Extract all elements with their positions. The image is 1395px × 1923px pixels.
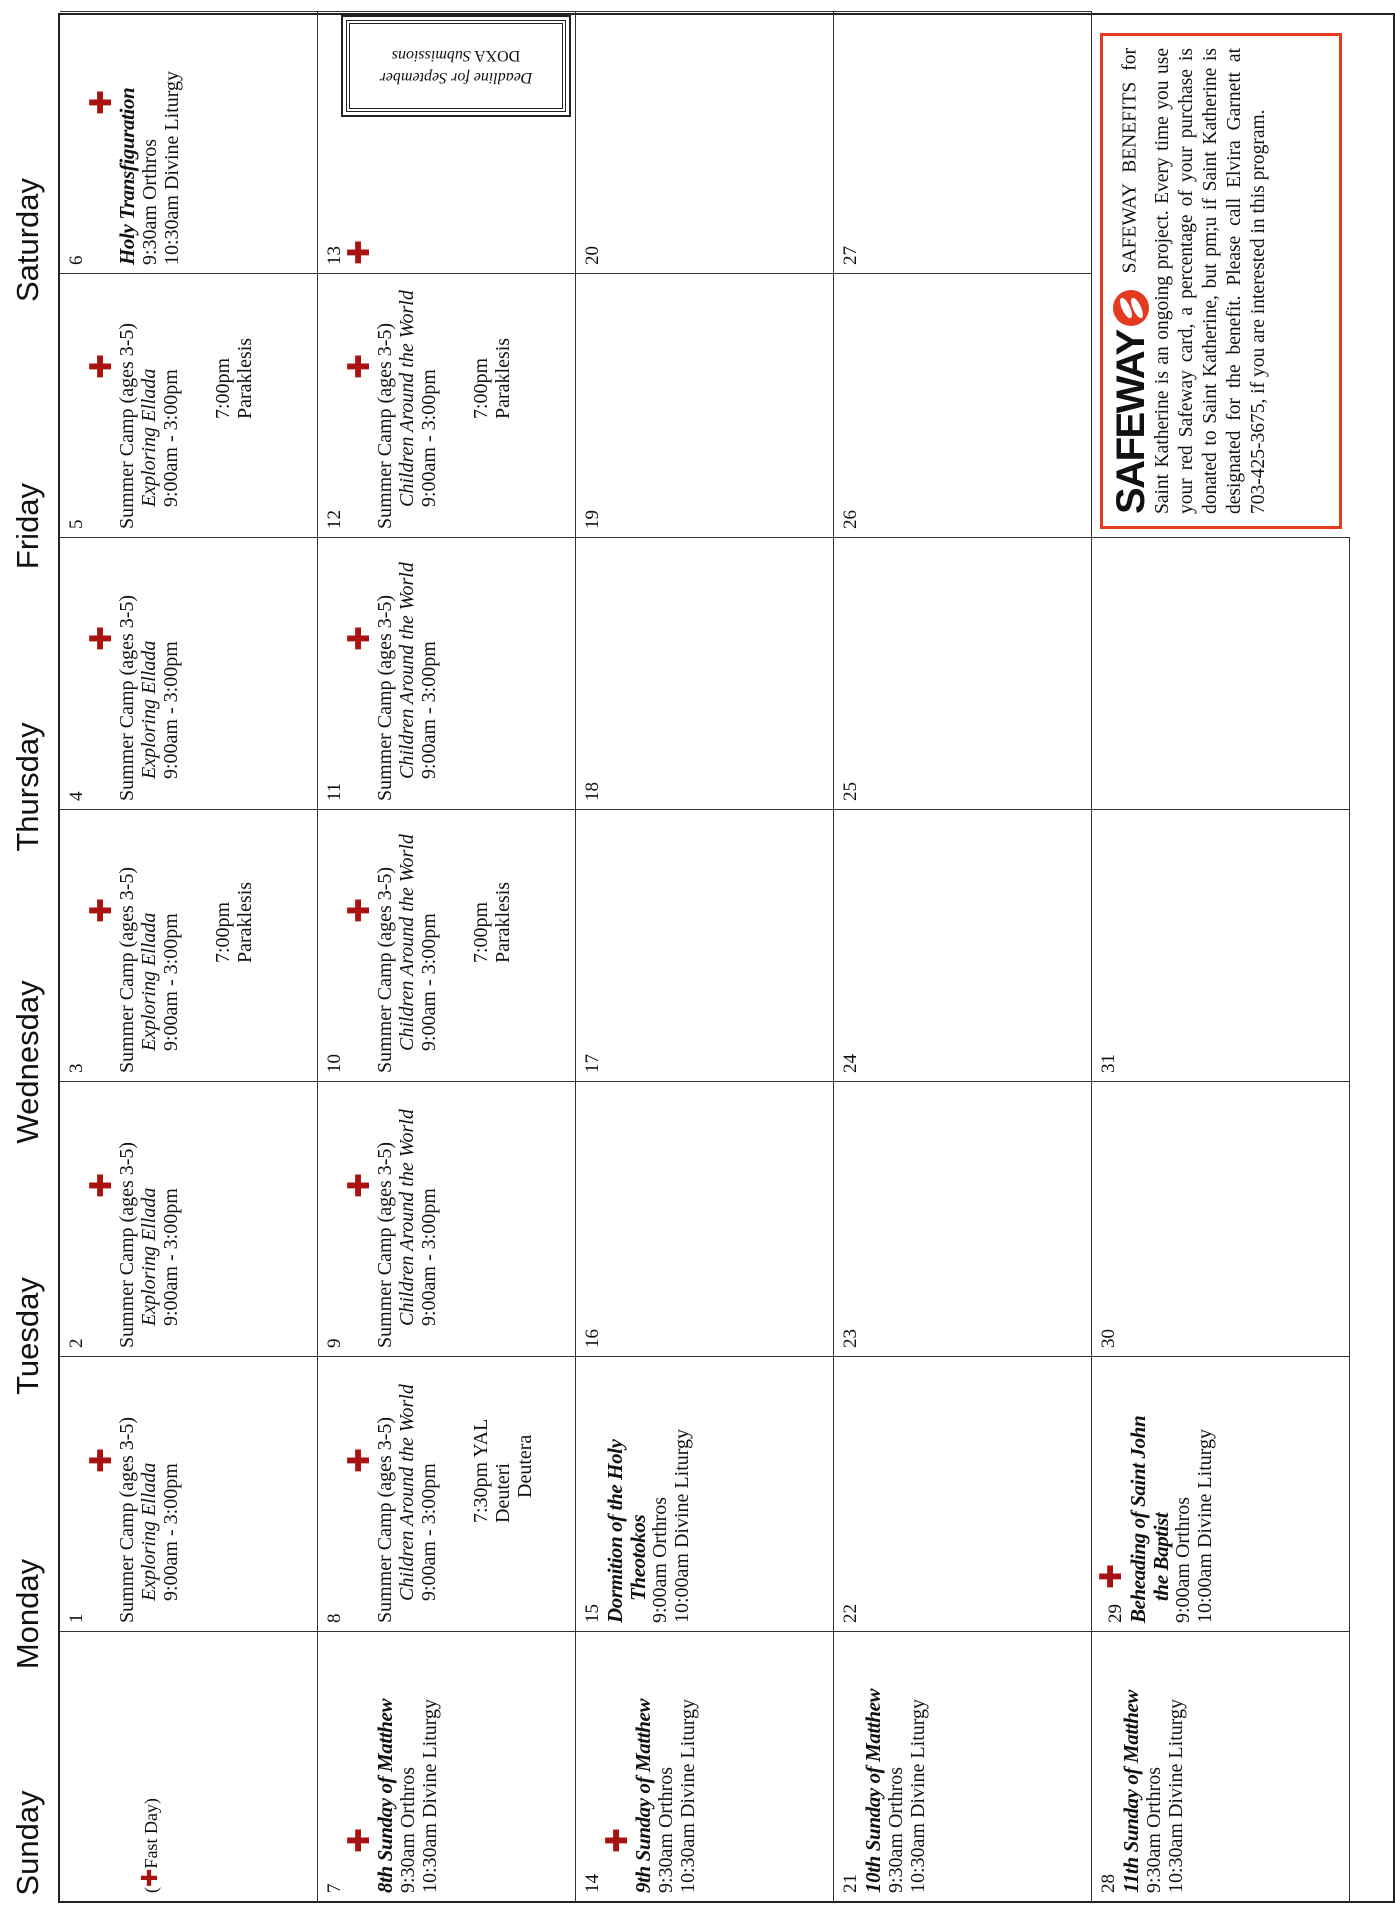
safeway-notice [1100, 33, 1342, 529]
cross-icon: ✚ [84, 897, 119, 923]
day-cell-31: 31 [1092, 809, 1350, 1081]
day-cell-20: 20 [576, 11, 834, 273]
day-cell-11: 11 ✚ Summer Camp (ages 3-5) Children Around the World 9:00am - 3:00pm [318, 537, 576, 809]
cross-icon: ✚ [84, 1447, 119, 1473]
day-cell-1: 1 ✚ Summer Camp (ages 3-5) Exploring Ellada 9:00am - 3:00pm [60, 1356, 318, 1631]
header-saturday: Saturday [10, 177, 45, 303]
calendar-grid [58, 13, 1395, 1903]
empty-cell [1092, 537, 1350, 809]
day-cell-15: 15 Dormition of the Holy Theotokos 9:00am Orthros 10:00am Divine Liturgy [576, 1356, 834, 1631]
cross-icon: ✚ [84, 1172, 119, 1198]
fast-day-note: (✚Fast Day) [138, 1798, 163, 1893]
day-cell-10: 10 ✚ Summer Camp (ages 3-5) Children Around the World 9:00am - 3:00pm 7:00pm Paraklesis [318, 809, 576, 1081]
cross-icon: ✚ [600, 1827, 635, 1853]
day-cell-19: 19 [576, 273, 834, 537]
day-cell-fast [60, 1631, 318, 1901]
safeway-s-icon [1113, 290, 1149, 326]
cross-icon: ✚ [342, 239, 377, 265]
safeway-text: SAFEWAY BENEFITS for Saint Katherine is an ongoing project. Every time you use your red Safeway card, a percentage of your purchase is donated to Saint Katherine, but pm;u if Saint Katherine is designated for the benefit. Please call Elvira Garnett at 703-425-3675, if you are interested in this program. [1119, 48, 1269, 514]
header-sunday: Sunday [10, 1790, 45, 1896]
cross-icon: ✚ [84, 353, 119, 379]
day-cell-29: 29 ✚ Beheading of Saint John the Baptist 9:00am Orthros 10:00am Divine Liturgy [1092, 1356, 1350, 1631]
cross-icon: ✚ [84, 89, 119, 115]
day-cell-21: 21 10th Sunday of Matthew 9:30am Orthros 10:30am Divine Liturgy [834, 1631, 1092, 1901]
day-cell-28: 28 11th Sunday of Matthew 9:30am Orthros 10:30am Divine Liturgy [1092, 1631, 1350, 1901]
header-friday: Friday [10, 482, 45, 570]
day-cell-3: 3 ✚ Summer Camp (ages 3-5) Exploring Ellada 9:00am - 3:00pm 7:00pm Paraklesis [60, 809, 318, 1081]
cross-icon: ✚ [342, 1827, 377, 1853]
cross-icon: ✚ [342, 1447, 377, 1473]
header-monday: Monday [10, 1558, 45, 1670]
day-cell-2: 2 ✚ Summer Camp (ages 3-5) Exploring Ellada 9:00am - 3:00pm [60, 1081, 318, 1356]
safeway-logo: SAFEWAY [1111, 290, 1151, 514]
day-cell-23: 23 [834, 1081, 1092, 1356]
cross-icon: ✚ [342, 1172, 377, 1198]
day-cell-6: 6 ✚ Holy Transfiguration 9:30am Orthros 10:30am Divine Liturgy [60, 11, 318, 273]
day-cell-12: 12 ✚ Summer Camp (ages 3-5) Children Around the World 9:00am - 3:00pm 7:00pm Paraklesis [318, 273, 576, 537]
day-cell-8: 8 ✚ Summer Camp (ages 3-5) Children Around the World 9:00am - 3:00pm 7:30pm YAL Deuteri Deutera [318, 1356, 576, 1631]
cross-icon: ✚ [342, 625, 377, 651]
header-tuesday: Tuesday [10, 1277, 45, 1395]
day-cell-16: 16 [576, 1081, 834, 1356]
header-wednesday: Wednesday [10, 980, 45, 1144]
cross-icon: ✚ [1094, 1563, 1129, 1589]
day-cell-27: 27 [834, 11, 1092, 273]
cross-icon: ✚ [138, 1868, 163, 1887]
day-header-row [0, 0, 55, 1923]
day-cell-5: 5 ✚ Summer Camp (ages 3-5) Exploring Ellada 9:00am - 3:00pm 7:00pm Paraklesis [60, 273, 318, 537]
cross-icon: ✚ [84, 625, 119, 651]
day-cell-4: 4 ✚ Summer Camp (ages 3-5) Exploring Ellada 9:00am - 3:00pm [60, 537, 318, 809]
day-cell-13: 13 ✚ Deadline for September DOXA Submissions [318, 11, 576, 273]
day-cell-9: 9 ✚ Summer Camp (ages 3-5) Children Around the World 9:00am - 3:00pm [318, 1081, 576, 1356]
day-cell-24: 24 [834, 809, 1092, 1081]
header-thursday: Thursday [10, 722, 45, 852]
deadline-box: Deadline for September DOXA Submissions [346, 20, 566, 112]
day-cell-18: 18 [576, 537, 834, 809]
day-cell-30: 30 [1092, 1081, 1350, 1356]
cross-icon: ✚ [342, 353, 377, 379]
day-cell-14: 14 ✚ 9th Sunday of Matthew 9:30am Orthros 10:30am Divine Liturgy [576, 1631, 834, 1901]
day-cell-17: 17 [576, 809, 834, 1081]
day-cell-25: 25 [834, 537, 1092, 809]
day-cell-22: 22 [834, 1356, 1092, 1631]
day-cell-26: 26 [834, 273, 1092, 537]
cross-icon: ✚ [342, 897, 377, 923]
day-cell-7: 7 ✚ 8th Sunday of Matthew 9:30am Orthros 10:30am Divine Liturgy [318, 1631, 576, 1901]
